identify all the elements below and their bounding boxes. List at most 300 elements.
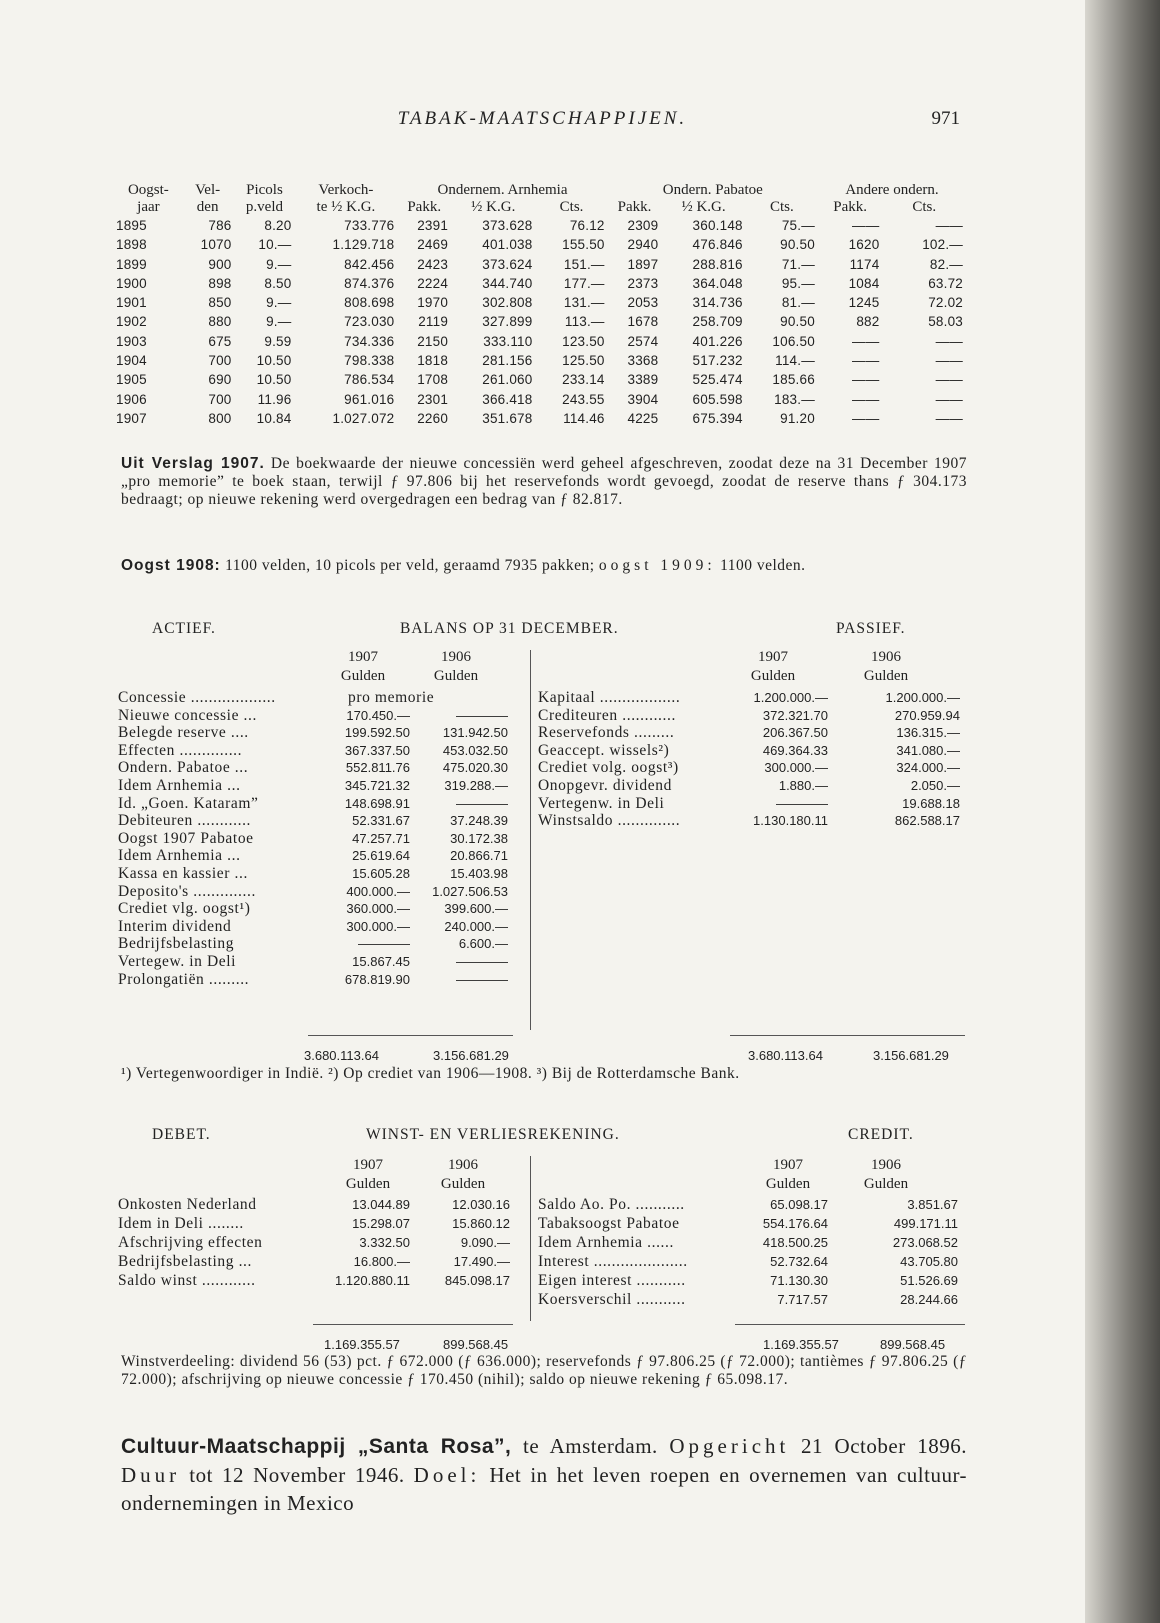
ledger-label: Onopgevr. dividend — [538, 776, 672, 794]
production-cell: 401.226 — [692, 333, 743, 349]
passief-total-rule — [730, 1035, 965, 1036]
production-cell: 261.060 — [482, 372, 533, 388]
ledger-value-1906: ———— — [456, 971, 508, 987]
ledger-label: Geaccept. wissels²) — [538, 741, 670, 759]
production-cell: —— — [935, 410, 963, 426]
ledger-label: Idem Arnhemia ... — [118, 847, 241, 865]
balans-title: BALANS OP 31 DECEMBER. — [400, 620, 619, 637]
production-cell: 700 — [208, 391, 232, 407]
production-cell: 125.50 — [562, 353, 605, 369]
ledger-value-1907: 7.717.57 — [777, 1292, 828, 1307]
production-cell: 898 — [208, 275, 232, 291]
production-cell: 9.— — [266, 314, 292, 330]
ledger-value-1906: 15.403.98 — [450, 865, 508, 881]
production-cell: 82.— — [929, 256, 963, 272]
production-row — [116, 255, 966, 274]
ledger-value-1907: 552.811.76 — [345, 760, 410, 776]
actief-year-2: 1906 Gulden — [433, 649, 479, 684]
ledger-value-1906: 273.068.52 — [892, 1235, 958, 1250]
running-title: TABAK-MAATSCHAPPIJEN. — [397, 108, 688, 129]
production-cell: 72.02 — [928, 295, 963, 311]
production-cell: —— — [935, 353, 963, 369]
ledger-value-1906: 17.490.— — [453, 1254, 510, 1269]
col-year-head-1: Oogst- — [127, 182, 169, 198]
production-cell: 314.736 — [692, 295, 743, 311]
production-cell: 3389 — [627, 372, 659, 388]
production-cell: 243.55 — [562, 391, 605, 407]
santa-rosa-s2: Duur — [121, 1463, 181, 1487]
col-pabatoe-head: Ondern. Pabatoe — [662, 182, 763, 198]
col-picols-head-1: Picols — [246, 182, 283, 198]
ledger-row — [118, 918, 528, 936]
production-cell: 302.808 — [482, 295, 533, 311]
andere-cts-head: Cts. — [912, 199, 937, 215]
winstverdeeling-paragraph: Winstverdeeling: dividend 56 (53) pct. ƒ 672.000 (ƒ 636.000); reservefonds ƒ 97.806.25 (ƒ 72.000); tantièmes ƒ 97.806.25 (ƒ 72.000); afschrijving op nieuwe concessie ƒ 170.450 (nihil); saldo op nieuwe rekening ƒ 65.098.17. — [121, 1353, 967, 1388]
actief-year-1: 1907 Gulden — [340, 649, 386, 684]
production-cell: 786.534 — [344, 372, 395, 388]
production-row — [116, 409, 966, 428]
debet-total-1906: 899.568.45 — [443, 1337, 509, 1352]
production-cell: 81.— — [781, 295, 815, 311]
production-cell: —— — [935, 218, 963, 233]
ledger-label: Eigen interest ........... — [538, 1272, 686, 1289]
ledger-value-1906: 43.705.80 — [900, 1254, 958, 1269]
ledger-row — [538, 777, 968, 795]
col-andere-head: Andere ondern. — [845, 182, 939, 198]
ledger-label: Bedrijfsbelasting ... — [118, 1253, 252, 1270]
production-row — [116, 293, 966, 312]
passief-column — [538, 689, 968, 830]
col-fields-head-1: Vel- — [195, 182, 221, 198]
ledger-row — [118, 865, 528, 883]
pabatoe-pakk-head: Pakk. — [617, 199, 652, 215]
ledger-row — [118, 883, 528, 901]
production-cell: 2940 — [627, 237, 659, 253]
production-cell: 961.016 — [344, 391, 395, 407]
production-cell: 8.50 — [264, 275, 292, 291]
production-cell: —— — [852, 391, 880, 407]
production-cell: 1899 — [116, 256, 147, 272]
santa-rosa-t1: te Amsterdam. — [522, 1434, 658, 1458]
production-cell: 605.598 — [692, 391, 743, 407]
ledger-value-1907: 199.592.50 — [344, 725, 410, 741]
ledger-value-1907: pro memorie — [348, 689, 435, 706]
production-cell: 882 — [856, 314, 880, 330]
ledger-row — [538, 1234, 968, 1253]
production-cell: 76.12 — [569, 218, 605, 233]
production-cell: 1678 — [627, 314, 659, 330]
ledger-label: Tabaksoogst Pabatoe — [538, 1215, 680, 1232]
production-cell: 476.846 — [692, 237, 743, 253]
production-cell: 364.048 — [692, 275, 743, 291]
production-cell: 723.030 — [344, 314, 395, 330]
production-cell: 327.899 — [482, 314, 533, 330]
ledger-label: Nieuwe concessie ... — [118, 706, 257, 724]
production-cell: 1970 — [417, 295, 449, 311]
production-cell: 786 — [208, 218, 232, 233]
ledger-label: Winstsaldo .............. — [538, 812, 681, 830]
book-gutter — [1085, 0, 1160, 1623]
production-cell: 842.456 — [344, 256, 395, 272]
production-cell: —— — [852, 333, 880, 349]
actief-total-1906: 3.156.681.29 — [433, 1048, 509, 1063]
ledger-value-1907: 554.176.64 — [762, 1216, 828, 1231]
production-cell: 1904 — [116, 353, 147, 369]
production-cell: 690 — [208, 372, 232, 388]
oogst-lead: Oogst 1908: — [121, 557, 221, 574]
credit-total-rule — [735, 1324, 965, 1325]
production-cell: 1897 — [627, 256, 659, 272]
andere-pakk-head: Pakk. — [833, 199, 868, 215]
production-cell: 808.698 — [344, 295, 395, 311]
ledger-value-1907: 25.619.64 — [352, 848, 410, 864]
ledger-value-1906: 37.248.39 — [450, 813, 508, 829]
production-cell: 1.027.072 — [332, 410, 395, 426]
ledger-value-1906: 12.030.16 — [452, 1197, 510, 1212]
credit-year-2: 1906 Gulden — [863, 1157, 909, 1192]
production-cell: 10.— — [258, 237, 292, 253]
production-cell: —— — [935, 372, 963, 388]
ledger-label: Idem Arnhemia ... — [118, 776, 241, 794]
ledger-row — [538, 1215, 968, 1234]
production-cell: 517.232 — [692, 353, 743, 369]
ledger-value-1907: 400.000.— — [346, 883, 410, 899]
production-cell: 11.96 — [257, 391, 292, 407]
debet-year-2: 1906 Gulden — [440, 1157, 486, 1192]
actief-title: ACTIEF. — [152, 620, 216, 637]
credit-total-1907: 1.169.355.57 — [763, 1337, 839, 1352]
production-cell: 185.66 — [772, 372, 815, 388]
ledger-value-1907: 170.450.— — [346, 707, 410, 723]
ledger-value-1906: 6.600.— — [458, 936, 508, 952]
production-cell: 183.— — [774, 391, 815, 407]
ledger-row — [538, 759, 968, 777]
ledger-row — [118, 1272, 528, 1291]
santa-rosa-paragraph — [121, 1432, 967, 1517]
production-cell: 1905 — [116, 372, 147, 388]
production-cell: 333.110 — [483, 333, 533, 349]
production-cell: 113.— — [564, 314, 605, 330]
ledger-row — [118, 1196, 528, 1215]
ledger-value-1906: ———— — [456, 707, 508, 723]
pnl-divider — [530, 1156, 531, 1321]
production-cell: —— — [852, 410, 880, 426]
ledger-label: Afschrijving effecten — [118, 1234, 263, 1251]
oogst-spaced: oogst 1909: — [598, 557, 716, 574]
ledger-value-1907: 15.867.45 — [352, 953, 410, 969]
production-cell: 800 — [208, 410, 232, 426]
production-cell: 1818 — [417, 353, 449, 369]
ledger-label: Idem in Deli ........ — [118, 1215, 244, 1232]
col-price-head-2: te ½ K.G. — [316, 199, 376, 215]
ledger-value-1907: 678.819.90 — [344, 971, 410, 987]
production-cell: 90.50 — [780, 237, 815, 253]
ledger-label: Interest ..................... — [538, 1253, 688, 1270]
ledger-value-1907: ———— — [358, 936, 410, 952]
verslag-lead: Uit Verslag 1907. — [121, 455, 265, 472]
ledger-value-1906: 15.860.12 — [452, 1216, 510, 1231]
passief-year-2: 1906 Gulden — [863, 649, 909, 684]
ledger-row — [118, 759, 528, 777]
passief-title: PASSIEF. — [836, 620, 906, 637]
ledger-value-1906: 453.032.50 — [442, 742, 508, 758]
production-cell: 360.148 — [692, 218, 743, 233]
ledger-row — [118, 689, 528, 707]
ledger-value-1907: 71.130.30 — [770, 1273, 828, 1288]
production-row — [116, 274, 966, 293]
production-cell: 900 — [208, 256, 232, 272]
production-cell: 525.474 — [692, 372, 743, 388]
ledger-label: Koersverschil ........... — [538, 1291, 686, 1308]
production-cell: 10.50 — [256, 372, 292, 388]
production-cell: 2469 — [417, 237, 449, 253]
production-cell: 3368 — [627, 353, 659, 369]
ledger-label: Ondern. Pabatoe ... — [118, 759, 249, 777]
ledger-value-1907: 1.130.180.11 — [753, 813, 828, 829]
production-cell: —— — [852, 353, 880, 369]
arnhemia-kg-head: ½ K.G. — [471, 199, 516, 215]
ledger-value-1906: 9.090.— — [460, 1235, 510, 1250]
verslag-text: De boekwaarde der nieuwe concessiën werd geheel afgeschreven, zoodat deze na 31 December 1907 „pro memorie” te boek staan, terwijl ƒ 97.806 bij het reservefonds wordt gevoegd, zoodat de reserve thans ƒ 304.173 bedraagt; op nieuwe rekening werd overgedragen een bedrag van ƒ 82.817. — [121, 455, 968, 508]
arnhemia-cts-head: Cts. — [559, 199, 584, 215]
ledger-value-1906: 51.526.69 — [900, 1273, 958, 1288]
ledger-value-1906: 270.959.94 — [894, 707, 960, 723]
ledger-value-1907: 345.721.32 — [344, 777, 410, 793]
production-table — [116, 182, 966, 428]
ledger-label: Onkosten Nederland — [118, 1196, 257, 1213]
production-cell: 1245 — [848, 295, 880, 311]
actief-total-rule — [308, 1035, 513, 1036]
production-cell: 1901 — [116, 295, 147, 311]
production-cell: 75.— — [781, 218, 815, 233]
production-cell: 874.376 — [344, 275, 395, 291]
ledger-row — [118, 812, 528, 830]
production-cell: 102.— — [922, 237, 963, 253]
oogst-text-1: 1100 velden, 10 picols per veld, geraamd 7935 pakken; — [225, 557, 595, 574]
credit-year-1: 1907 Gulden — [765, 1157, 811, 1192]
debet-total-rule — [313, 1324, 513, 1325]
production-cell: 734.336 — [344, 333, 395, 349]
production-cell: 1084 — [848, 275, 880, 291]
ledger-label: Effecten .............. — [118, 741, 243, 759]
production-cell: 8.20 — [264, 218, 292, 233]
credit-title: CREDIT. — [848, 1126, 914, 1143]
santa-rosa-t3: tot 12 November 1946. — [189, 1463, 405, 1487]
ledger-label: Concessie ................... — [118, 689, 276, 706]
production-cell: 2373 — [627, 275, 659, 291]
production-cell: 2301 — [417, 391, 449, 407]
ledger-label: Vertegenw. in Deli — [538, 794, 665, 812]
production-cell: 90.50 — [780, 314, 815, 330]
ledger-row — [118, 724, 528, 742]
production-cell: 1174 — [849, 256, 880, 272]
ledger-value-1907: 52.732.64 — [770, 1254, 828, 1269]
production-row — [116, 390, 966, 409]
ledger-row — [538, 812, 968, 830]
production-cell: 850 — [208, 295, 232, 311]
production-cell: 155.50 — [562, 237, 605, 253]
actief-column — [118, 689, 528, 988]
production-cell: 1.129.718 — [332, 237, 395, 253]
ledger-value-1907: 1.200.000.— — [753, 690, 828, 705]
ledger-row — [118, 707, 528, 725]
ledger-value-1906: 319.288.— — [444, 777, 508, 793]
production-cell: 344.740 — [482, 275, 533, 291]
ledger-value-1906: 499.171.11 — [893, 1216, 958, 1231]
ledger-value-1906: 475.020.30 — [442, 760, 508, 776]
pnl-account — [118, 1126, 968, 1351]
page-number: 971 — [931, 108, 960, 129]
ledger-value-1906: 1.200.000.— — [885, 690, 960, 705]
ledger-row — [118, 830, 528, 848]
production-cell: 1895 — [116, 218, 147, 233]
production-row — [116, 351, 966, 370]
production-row — [116, 235, 966, 254]
ledger-value-1906: ———— — [456, 795, 508, 811]
ledger-value-1906: 399.600.— — [444, 901, 508, 917]
production-cell: 9.— — [266, 295, 292, 311]
ledger-row — [118, 742, 528, 760]
ledger-row — [118, 795, 528, 813]
ledger-label: Prolongatiën ......... — [118, 970, 250, 988]
ledger-value-1907: 367.337.50 — [344, 742, 410, 758]
ledger-value-1906: 2.050.— — [910, 777, 960, 793]
ledger-value-1906: 28.244.66 — [900, 1292, 958, 1307]
ledger-row — [118, 847, 528, 865]
ledger-value-1906: 20.866.71 — [450, 848, 508, 864]
ledger-value-1906: 131.942.50 — [442, 725, 508, 741]
pabatoe-cts-head: Cts. — [769, 199, 794, 215]
production-cell: 373.624 — [482, 256, 533, 272]
production-cell: 1708 — [417, 372, 449, 388]
ledger-row — [538, 1253, 968, 1272]
ledger-row — [538, 742, 968, 760]
production-cell: 675 — [208, 333, 232, 349]
ledger-value-1907: 1.120.880.11 — [335, 1273, 410, 1288]
ledger-row — [538, 1291, 968, 1310]
passief-total-1907: 3.680.113.64 — [748, 1048, 823, 1063]
production-cell: 71.— — [781, 256, 815, 272]
production-cell: 1900 — [116, 275, 147, 291]
ledger-row — [538, 1272, 968, 1291]
production-cell: 401.038 — [482, 237, 533, 253]
oogst-text-2: 1100 velden. — [720, 557, 806, 574]
production-cell: 58.03 — [928, 314, 963, 330]
santa-rosa-name: Cultuur-Maatschappij „Santa Rosa”, — [121, 1435, 512, 1458]
production-cell: 798.338 — [344, 353, 395, 369]
arnhemia-pakk-head: Pakk. — [407, 199, 442, 215]
production-cell: 1898 — [116, 237, 147, 253]
balance-footnote: ¹) Vertegenwoordiger in Indië. ²) Op crediet van 1906—1908. ³) Bij de Rotterdamsche Bank. — [121, 1065, 740, 1082]
ledger-value-1907: 16.800.— — [353, 1254, 410, 1269]
production-cell: 1620 — [848, 237, 880, 253]
production-cell: 2391 — [417, 218, 449, 233]
ledger-label: Crediet volg. oogst³) — [538, 759, 679, 777]
ledger-value-1907: 47.257.71 — [352, 830, 410, 846]
ledger-value-1907: 52.331.67 — [352, 813, 410, 829]
ledger-row — [538, 707, 968, 725]
production-cell: 2224 — [417, 275, 449, 291]
ledger-label: Oogst 1907 Pabatoe — [118, 829, 254, 847]
production-cell: —— — [935, 391, 963, 407]
balance-sheet — [118, 620, 968, 1063]
production-cell: 2423 — [417, 256, 449, 272]
ledger-row — [118, 1253, 528, 1272]
ledger-value-1906: 19.688.18 — [902, 795, 960, 811]
production-cell: 1906 — [116, 391, 147, 407]
ledger-value-1906: 136.315.— — [896, 725, 960, 741]
production-cell: 9.59 — [264, 333, 292, 349]
ledger-label: Idem Arnhemia ...... — [538, 1234, 674, 1251]
production-cell: 123.50 — [562, 333, 605, 349]
production-cell: 1070 — [200, 237, 232, 253]
ledger-row — [538, 1196, 968, 1215]
production-row — [116, 312, 966, 331]
balance-divider — [530, 650, 531, 1030]
production-cell: 2574 — [627, 333, 659, 349]
ledger-value-1907: 300.000.— — [346, 918, 410, 934]
ledger-row — [118, 1215, 528, 1234]
ledger-value-1907: 418.500.25 — [762, 1235, 828, 1250]
ledger-value-1906: 240.000.— — [444, 918, 508, 934]
ledger-row — [118, 900, 528, 918]
ledger-row — [118, 935, 528, 953]
production-cell: 9.— — [266, 256, 292, 272]
col-fields-head-2: den — [196, 199, 219, 215]
ledger-value-1906: 3.851.67 — [907, 1197, 958, 1212]
ledger-value-1906: ———— — [456, 953, 508, 969]
ledger-row — [118, 953, 528, 971]
santa-rosa-t2: 21 October 1896. — [800, 1434, 968, 1458]
ledger-value-1907: 65.098.17 — [770, 1197, 828, 1212]
debet-column — [118, 1196, 528, 1291]
ledger-value-1906: 30.172.38 — [450, 830, 508, 846]
credit-total-1906: 899.568.45 — [880, 1337, 946, 1352]
production-cell: 281.156 — [482, 353, 533, 369]
oogst-paragraph — [121, 557, 967, 575]
col-arnhemia-head: Ondernem. Arnhemia — [437, 182, 568, 198]
ledger-label: Saldo Ao. Po. ........... — [538, 1196, 685, 1213]
ledger-value-1907: 469.364.33 — [762, 742, 828, 758]
production-cell: 63.72 — [928, 275, 963, 291]
production-cell: 258.709 — [692, 314, 743, 330]
production-cell: 114.46 — [563, 410, 605, 426]
col-picols-head-2: p.veld — [245, 199, 283, 215]
ledger-row — [118, 777, 528, 795]
ledger-value-1906: 845.098.17 — [444, 1273, 510, 1288]
ledger-value-1907: 15.605.28 — [352, 865, 410, 881]
production-cell: 4225 — [627, 410, 659, 426]
debet-total-1907: 1.169.355.57 — [324, 1337, 400, 1352]
ledger-value-1906: 862.588.17 — [894, 813, 960, 829]
ledger-value-1907: 372.321.70 — [762, 707, 828, 723]
ledger-row — [118, 1234, 528, 1253]
production-cell: 2150 — [417, 333, 449, 349]
pabatoe-kg-head: ½ K.G. — [681, 199, 726, 215]
production-cell: 366.418 — [482, 391, 533, 407]
col-price-head-1: Verkoch- — [318, 182, 374, 198]
production-row — [116, 332, 966, 351]
production-cell: 733.776 — [344, 218, 395, 233]
production-cell: 880 — [208, 314, 232, 330]
ledger-value-1907: 300.000.— — [764, 760, 828, 776]
production-cell: 288.816 — [692, 256, 743, 272]
production-cell: 700 — [208, 353, 232, 369]
ledger-label: Belegde reserve .... — [118, 724, 249, 742]
ledger-value-1906: 341.080.— — [896, 742, 960, 758]
production-cell: 131.— — [563, 295, 605, 311]
production-cell: 1902 — [116, 314, 147, 330]
